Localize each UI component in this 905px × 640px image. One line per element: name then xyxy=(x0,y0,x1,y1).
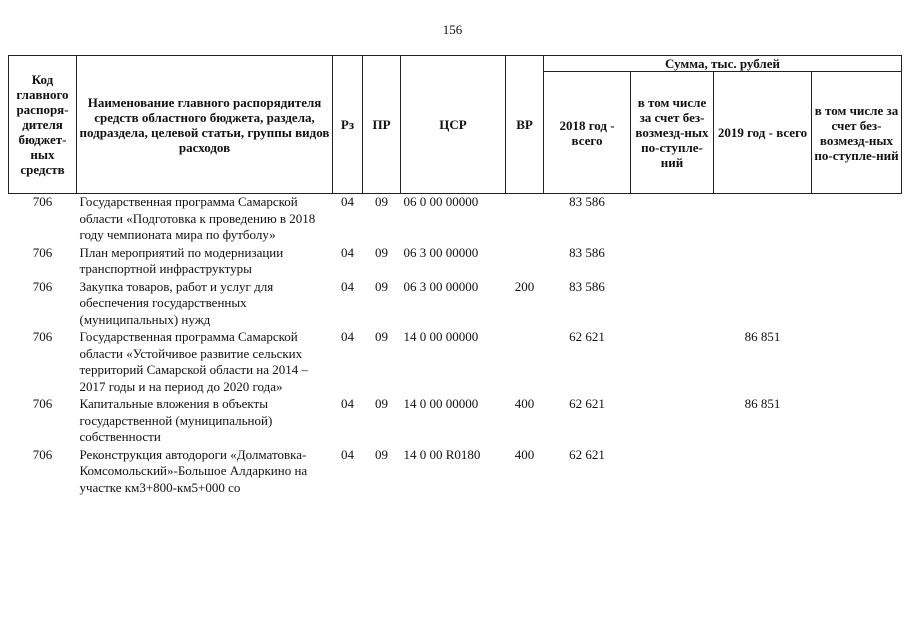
cell-2018-total: 83 586 xyxy=(569,194,605,209)
cell-2019-incl xyxy=(812,194,902,245)
table-row xyxy=(9,396,902,447)
cell-csr: 14 0 00 00000 xyxy=(403,396,479,411)
cell-name: Капитальные вложения в объекты государственной (муниципальной) собственности xyxy=(79,396,273,444)
cell-2018-incl xyxy=(631,396,714,447)
cell-2019-incl xyxy=(812,329,902,396)
cell-vr: 400 xyxy=(514,446,535,462)
cell-name: Государственная программа Самарской области «Подготовка к проведению в 2018 году чемпионата мира по футболу» xyxy=(79,194,316,242)
cell-csr: 06 0 00 00000 xyxy=(403,194,479,209)
table-header xyxy=(9,56,902,194)
cell-name: Закупка товаров, работ и услуг для обеспечения государственных (муниципальных) нужд xyxy=(79,278,274,327)
page-number: 156 xyxy=(442,22,463,37)
cell-vr xyxy=(506,329,544,396)
cell-code: 706 xyxy=(32,278,53,294)
cell-rz: 04 xyxy=(341,396,354,411)
cell-code: 706 xyxy=(32,446,53,462)
cell-vr xyxy=(506,245,544,279)
cell-name: Государственная программа Самарской области «Устойчивое развитие сельских территорий Самарской области на 2014 – 2017 годы и на период до 2020 года» xyxy=(79,329,308,394)
cell-2019-total xyxy=(714,245,812,279)
cell-rz: 04 xyxy=(341,244,354,260)
table-row xyxy=(9,194,902,245)
cell-2018-total: 62 621 xyxy=(569,329,605,344)
cell-2019-total xyxy=(714,447,812,498)
cell-2019-incl xyxy=(812,279,902,330)
cell-code: 706 xyxy=(32,329,53,344)
cell-2019-incl xyxy=(812,245,902,279)
cell-code: 706 xyxy=(32,194,53,209)
cell-2018-incl xyxy=(631,279,714,330)
cell-rz: 04 xyxy=(341,329,354,344)
cell-pr: 09 xyxy=(375,446,388,462)
cell-2019-total xyxy=(714,194,812,245)
header-pr: ПР xyxy=(363,56,401,194)
cell-2018-total: 62 621 xyxy=(569,396,605,411)
cell-2019-incl xyxy=(812,447,902,498)
cell-csr: 06 3 00 00000 xyxy=(403,278,479,294)
table-row xyxy=(9,447,902,498)
cell-2018-total: 62 621 xyxy=(569,446,605,462)
cell-vr xyxy=(506,194,544,245)
cell-code: 706 xyxy=(32,244,53,260)
cell-2019-total: 86 851 xyxy=(744,329,781,344)
cell-csr: 14 0 00 R0180 xyxy=(403,446,481,462)
cell-name: Реконструкция автодороги «Долматовка-Комсомольский»-Большое Алдаркино на участке км3+800-км5+000 со xyxy=(79,446,308,495)
table-row xyxy=(9,245,902,279)
cell-pr: 09 xyxy=(375,329,388,344)
cell-2018-incl xyxy=(631,447,714,498)
cell-vr: 200 xyxy=(514,278,535,294)
cell-2018-incl xyxy=(631,329,714,396)
table-row xyxy=(9,329,902,396)
cell-2018-incl xyxy=(631,245,714,279)
header-2019-incl: в том числе за счет без-возмезд-ных по-ступле-ний xyxy=(812,72,902,194)
header-2019-total: 2019 год - всего xyxy=(714,72,812,194)
cell-2018-total: 83 586 xyxy=(569,278,605,294)
header-name: Наименование главного распорядителя средств областного бюджета, раздела, подраздела, целевой статьи, группы видов расходов xyxy=(77,56,333,194)
table-row xyxy=(9,279,902,330)
cell-csr: 06 3 00 00000 xyxy=(403,244,479,260)
cell-pr: 09 xyxy=(375,396,388,411)
cell-2019-total xyxy=(714,279,812,330)
cell-pr: 09 xyxy=(375,194,388,209)
cell-rz: 04 xyxy=(341,278,354,294)
cell-2019-incl xyxy=(812,396,902,447)
header-2018-incl: в том числе за счет без-возмезд-ных по-ступле-ний xyxy=(631,72,714,194)
header-rz: Рз xyxy=(333,56,363,194)
budget-table xyxy=(8,55,902,497)
cell-code: 706 xyxy=(32,396,53,411)
cell-2018-total: 83 586 xyxy=(569,244,605,260)
header-code: Код главного распоря-дителя бюджет-ных средств xyxy=(9,56,77,194)
cell-name: План мероприятий по модернизации транспортной инфраструктуры xyxy=(79,244,284,276)
header-csr: ЦСР xyxy=(401,56,506,194)
header-2018-total: 2018 год - всего xyxy=(544,72,631,194)
table-body xyxy=(9,194,902,498)
cell-pr: 09 xyxy=(375,244,388,260)
header-sum: Сумма, тыс. рублей xyxy=(544,56,902,72)
cell-2019-total: 86 851 xyxy=(744,396,781,411)
cell-pr: 09 xyxy=(375,278,388,294)
cell-vr: 400 xyxy=(514,396,535,411)
cell-rz: 04 xyxy=(341,194,354,209)
cell-2018-incl xyxy=(631,194,714,245)
cell-csr: 14 0 00 00000 xyxy=(403,329,479,344)
cell-rz: 04 xyxy=(341,446,354,462)
header-vr: ВР xyxy=(506,56,544,194)
